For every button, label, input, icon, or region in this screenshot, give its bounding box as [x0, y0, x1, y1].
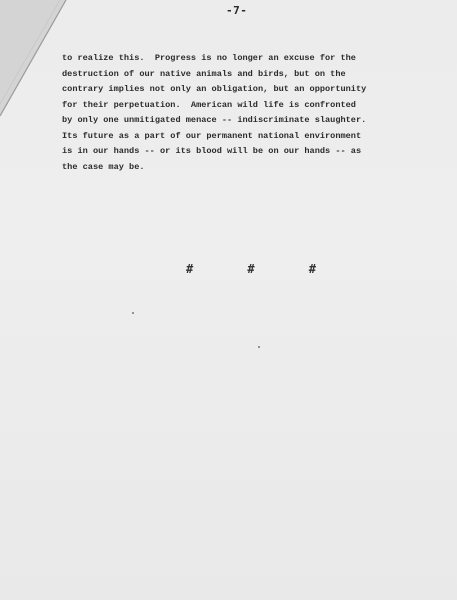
text-line: to realize this. Progress is no longer an excuse for the: [62, 53, 356, 63]
text-line: Its future as a part of our permanent national environment: [62, 130, 362, 141]
text-line: by only one unmitigated menace -- indiscriminate slaughter.: [62, 115, 367, 125]
paper-speck: [132, 312, 134, 314]
text-line: for their perpetuation. American wild life is confronted: [62, 99, 356, 110]
page-number: -7-: [226, 4, 248, 17]
end-of-document-marks: [186, 262, 316, 282]
paper-speck: [258, 346, 260, 348]
end-mark: #: [247, 262, 255, 276]
text-line: is in our hands -- or its blood will be on our hands -- as: [62, 146, 362, 156]
end-mark: #: [186, 262, 194, 276]
end-mark: #: [308, 262, 316, 276]
folded-corner: [0, 0, 70, 120]
text-line: destruction of our native animals and birds, but on the: [62, 68, 346, 79]
body-paragraph: [62, 51, 442, 175]
text-line: the case may be.: [62, 161, 145, 172]
text-line: contrary implies not only an obligation, but an opportunity: [62, 84, 367, 94]
